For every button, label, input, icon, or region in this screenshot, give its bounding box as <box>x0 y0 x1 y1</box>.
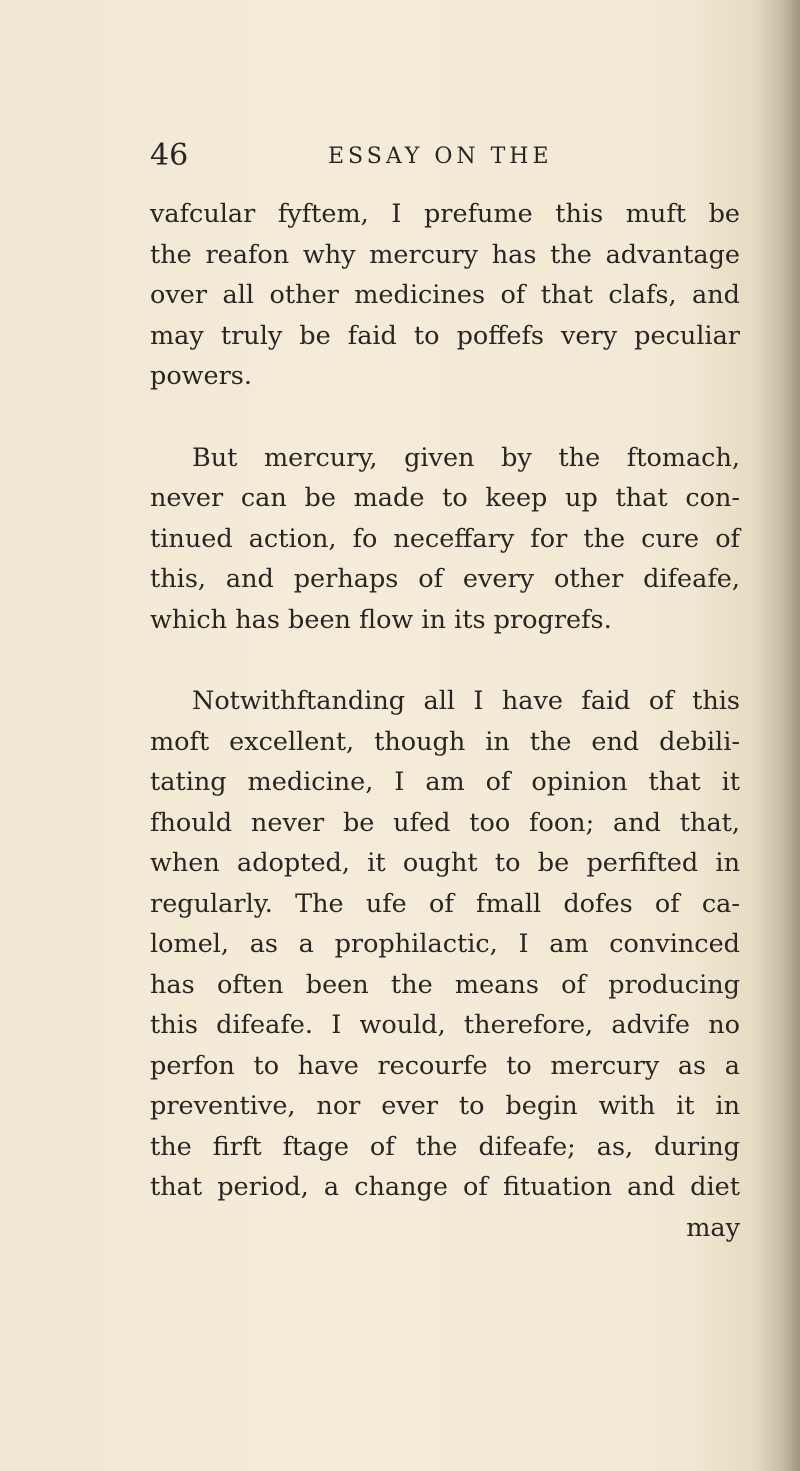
text-line: over all other medicines of that clafs, and <box>150 280 740 310</box>
paragraph-gap <box>150 397 740 438</box>
text-line: this, and perhaps of every other difeafe, <box>150 564 740 594</box>
paragraph-3 <box>150 681 740 1208</box>
text-line: preventive, nor ever to begin with it in <box>150 1091 740 1121</box>
text-line: never can be made to keep up that con- <box>150 483 740 513</box>
text-line: the reafon why mercury has the advantage <box>150 239 740 270</box>
text-line: regularly. The ufe of fmall dofes of ca- <box>150 888 740 919</box>
text-line: moft excellent, though in the end debili- <box>150 726 740 757</box>
text-line: that period, a change of fituation and diet <box>150 1172 740 1202</box>
page-header <box>150 136 750 184</box>
text-line: when adopted, it ought to be perfifted in <box>150 848 740 878</box>
text-line: vafcular fyftem, I prefume this muft be <box>150 199 740 229</box>
text-line: tating medicine, I am of opinion that it <box>150 767 740 797</box>
text-line: perfon to have recourfe to mercury as a <box>150 1050 740 1081</box>
body-text <box>150 194 740 1248</box>
page-number: 46 <box>150 138 189 173</box>
paragraph-gap <box>150 640 740 681</box>
running-head: ESSAY ON THE <box>328 144 553 169</box>
catchword: may <box>686 1212 740 1243</box>
text-line: fhould never be ufed too foon; and that, <box>150 807 740 838</box>
paragraph-2 <box>150 438 740 641</box>
text-line: this difeafe. I would, therefore, advife no <box>150 1010 740 1040</box>
text-line: lomel, as a prophilactic, I am convinced <box>150 929 740 959</box>
page-edge-shadow <box>756 0 800 1471</box>
text-line: has often been the means of producing <box>150 969 740 1000</box>
text-line: Notwithftanding all I have faid of this <box>192 686 740 716</box>
text-line: powers. <box>150 361 252 391</box>
text-line: tinued action, fo neceffary for the cure of <box>150 523 740 554</box>
text-line: the firft ftage of the difeafe; as, during <box>150 1131 740 1162</box>
paragraph-1 <box>150 194 740 397</box>
text-line: which has been flow in its progrefs. <box>150 604 612 635</box>
text-line: But mercury, given by the ftomach, <box>192 442 740 473</box>
text-line: may truly be faid to poffefs very peculiar <box>150 320 740 351</box>
